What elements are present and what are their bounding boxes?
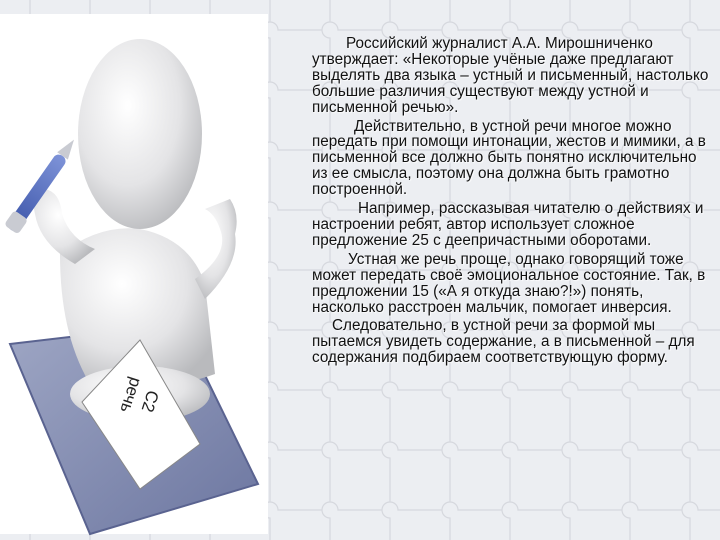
paper-label: С2 речь bbox=[116, 374, 163, 416]
paragraph-4: Устная же речь проще, однако говорящий тоже может передать своё эмоциональное состояние. Так, в предложении 15 («А я откуда знаю?!») понять, насколько расстроен мальчик, помогает инверсия. bbox=[312, 250, 706, 316]
paragraph-2: Действительно, в устной речи многое можно передать при помощи интонации, жестов и мимики, а в письменной все должно быть понятно исключительно из ее смысла, поэтому она должна быть грамотно построенной. bbox=[312, 117, 706, 199]
thinking-figure-illustration bbox=[0, 14, 290, 540]
paragraph-3: Например, рассказывая читателю о действиях и настроении ребят, автор использует сложное предложение 25 с деепричастными оборотами. bbox=[312, 200, 704, 249]
paragraph-1: Российский журналист А.А. Мирошниченко утверждает: «Некоторые учёные даже предлагают выделять два языка – устный и письменный, настолько большие различия существуют между устной и письменной речью». bbox=[312, 35, 709, 116]
essay-text bbox=[312, 36, 716, 369]
paragraph-5: Следовательно, в устной речи за формой мы пытаемся увидеть содержание, а в письменной – для содержания подбираем соответствующую форму. bbox=[312, 317, 695, 367]
